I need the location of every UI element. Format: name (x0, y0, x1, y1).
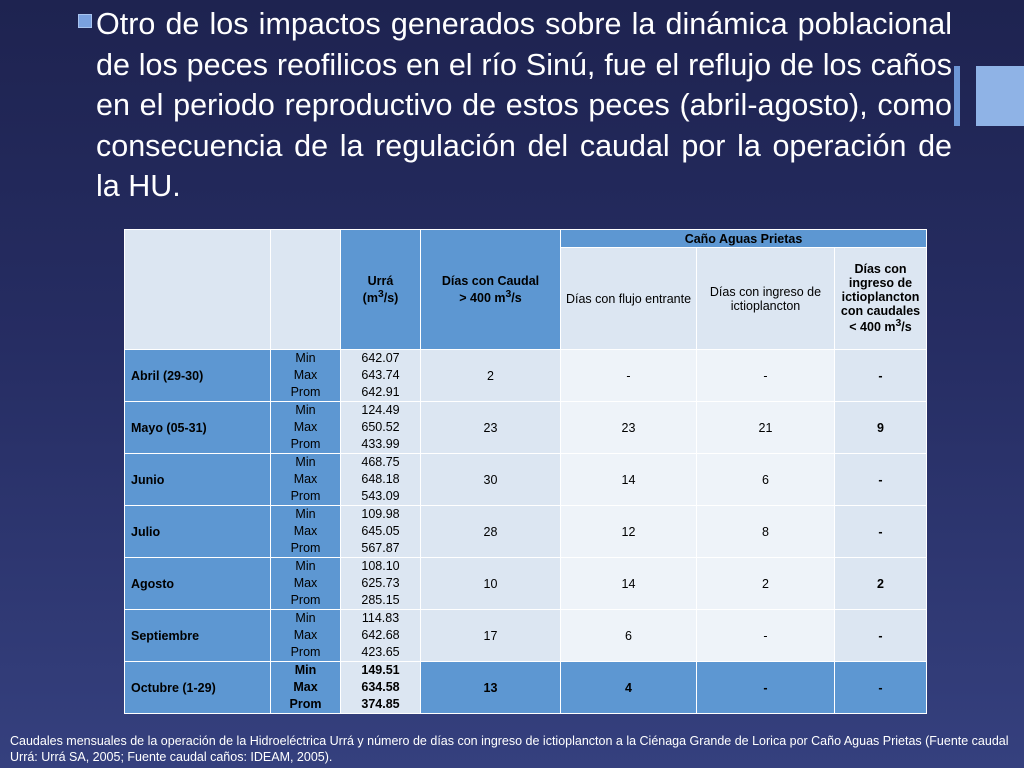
stat-labels-prom: Prom (290, 437, 321, 451)
stat-labels-min: Min (295, 455, 316, 469)
urra-values-prom: 374.85 (361, 697, 400, 711)
month-cell: Agosto (125, 558, 271, 610)
ingreso-cell: 8 (697, 506, 835, 558)
stat-labels-max: Max (293, 368, 318, 382)
header-flujo: Días con flujo entrante (561, 248, 697, 350)
urra-values-cell (341, 402, 421, 454)
decorative-block (976, 66, 1024, 126)
urra-values-cell (341, 610, 421, 662)
table-row (125, 506, 927, 558)
urra-values-cell (341, 506, 421, 558)
stat-labels-max: Max (293, 524, 318, 538)
header-dias-caudal-line2: > 400 $m^3/s$ (459, 288, 522, 305)
table-caption: Caudales mensuales de la operación de la Hidroeléctrica Urrá y número de días con ingreso de ictioplancton a la Ciénaga Grande de Lorica por Caño Aguas Prietas (Fuente caudal Urrá: Urrá SA, 2005; Fuente caudal caños: IDEAM, 2005). (10, 734, 1009, 764)
stat-labels-cell (271, 662, 341, 714)
stat-labels-max: Max (293, 420, 318, 434)
urra-values-max: 648.18 (361, 472, 400, 486)
stat-labels-max: Max (293, 472, 318, 486)
stat-labels-cell (271, 506, 341, 558)
ingreso-cell: - (697, 610, 835, 662)
table-header-row (125, 230, 927, 248)
ingreso-caudales-cell: - (835, 662, 927, 714)
stat-labels-min: Min (295, 507, 316, 521)
table-row (125, 558, 927, 610)
header-dias-caudal-line1: Días con Caudal (441, 274, 540, 289)
ingreso-caudales-cell: 2 (835, 558, 927, 610)
urra-values-min: 642.07 (361, 351, 400, 365)
ingreso-cell: - (697, 662, 835, 714)
urra-values-cell (341, 558, 421, 610)
stat-labels-max: Max (293, 576, 318, 590)
urra-values-max: 634.58 (361, 680, 400, 694)
stat-labels-min: Min (294, 663, 317, 677)
header-urra-label: Urrá (367, 274, 394, 289)
stat-labels-prom: Prom (290, 489, 321, 503)
stat-labels-cell (271, 402, 341, 454)
square-bullet-icon (78, 14, 92, 28)
ingreso-cell: - (697, 350, 835, 402)
flujo-cell: 14 (561, 558, 697, 610)
header-urra (341, 230, 421, 350)
table-row (125, 350, 927, 402)
urra-values-prom: 433.99 (361, 437, 400, 451)
header-empty-month (125, 230, 271, 350)
urra-values-min: 468.75 (361, 455, 400, 469)
urra-values-cell (341, 350, 421, 402)
stat-labels-prom: Prom (290, 385, 321, 399)
bullet-text: Otro de los impactos generados sobre la dinámica poblacional de los peces reofilicos en el río Sinú, fue el reflujo de los caños en el periodo reproductivo de estos peces (abril-agosto), como consecuencia de la regulación del caudal por la operación de la HU. (96, 7, 952, 203)
dias-caudal-cell: 10 (421, 558, 561, 610)
header-dias-caudal (421, 230, 561, 350)
dias-caudal-cell: 13 (421, 662, 561, 714)
month-cell: Octubre (1-29) (125, 662, 271, 714)
urra-values-prom: 285.15 (361, 593, 400, 607)
urra-values-cell (341, 454, 421, 506)
data-table (124, 229, 927, 714)
flujo-cell: 6 (561, 610, 697, 662)
bullet-point (70, 4, 952, 207)
dias-caudal-cell: 30 (421, 454, 561, 506)
dias-caudal-cell: 17 (421, 610, 561, 662)
ingreso-cell: 21 (697, 402, 835, 454)
table-body (125, 350, 927, 714)
header-ingreso-caudales: Días con ingreso de ictioplancton con caudales < 400 $m^3/s$ (835, 248, 927, 350)
table-row (125, 454, 927, 506)
header-ingreso: Días con ingreso de ictioplancton (697, 248, 835, 350)
dias-caudal-cell: 23 (421, 402, 561, 454)
urra-values-cell (341, 662, 421, 714)
ingreso-caudales-cell: - (835, 454, 927, 506)
table-row (125, 662, 927, 714)
header-cano-group: Caño Aguas Prietas (561, 230, 927, 248)
stat-labels-min: Min (295, 611, 316, 625)
stat-labels-cell (271, 610, 341, 662)
month-cell: Julio (125, 506, 271, 558)
month-cell: Mayo (05-31) (125, 402, 271, 454)
flujo-cell: 23 (561, 402, 697, 454)
stat-labels-cell (271, 454, 341, 506)
ingreso-caudales-cell: - (835, 506, 927, 558)
stat-labels-cell (271, 558, 341, 610)
month-cell: Septiembre (125, 610, 271, 662)
flujo-cell: 14 (561, 454, 697, 506)
urra-values-max: 650.52 (361, 420, 400, 434)
stat-labels-min: Min (295, 559, 316, 573)
decorative-bar-thin (954, 66, 960, 126)
urra-values-min: 108.10 (361, 559, 400, 573)
urra-values-min: 149.51 (361, 663, 400, 677)
header-urra-unit: $(m^3/s)$ (362, 288, 399, 305)
ingreso-cell: 6 (697, 454, 835, 506)
table-row (125, 402, 927, 454)
ingreso-caudales-cell: 9 (835, 402, 927, 454)
stat-labels-min: Min (295, 351, 316, 365)
stat-labels-prom: Prom (290, 645, 321, 659)
stat-labels-min: Min (295, 403, 316, 417)
month-cell: Abril (29-30) (125, 350, 271, 402)
urra-values-max: 643.74 (361, 368, 400, 382)
flujo-cell: - (561, 350, 697, 402)
table-row (125, 610, 927, 662)
urra-values-min: 124.49 (361, 403, 400, 417)
urra-values-max: 642.68 (361, 628, 400, 642)
stat-labels-prom: Prom (290, 593, 321, 607)
month-cell: Junio (125, 454, 271, 506)
urra-values-prom: 543.09 (361, 489, 400, 503)
header-empty-stat (271, 230, 341, 350)
dias-caudal-cell: 28 (421, 506, 561, 558)
urra-values-max: 625.73 (361, 576, 400, 590)
stat-labels-prom: Prom (290, 541, 321, 555)
ingreso-caudales-cell: - (835, 350, 927, 402)
urra-values-min: 109.98 (361, 507, 400, 521)
urra-values-max: 645.05 (361, 524, 400, 538)
urra-values-prom: 423.65 (361, 645, 400, 659)
flujo-cell: 4 (561, 662, 697, 714)
urra-values-min: 114.83 (361, 611, 400, 625)
stat-labels-max: Max (293, 680, 318, 694)
stat-labels-cell (271, 350, 341, 402)
urra-values-prom: 642.91 (361, 385, 400, 399)
ingreso-caudales-cell: - (835, 610, 927, 662)
flujo-cell: 12 (561, 506, 697, 558)
stat-labels-max: Max (293, 628, 318, 642)
urra-values-prom: 567.87 (361, 541, 400, 555)
dias-caudal-cell: 2 (421, 350, 561, 402)
ingreso-cell: 2 (697, 558, 835, 610)
stat-labels-prom: Prom (289, 697, 322, 711)
